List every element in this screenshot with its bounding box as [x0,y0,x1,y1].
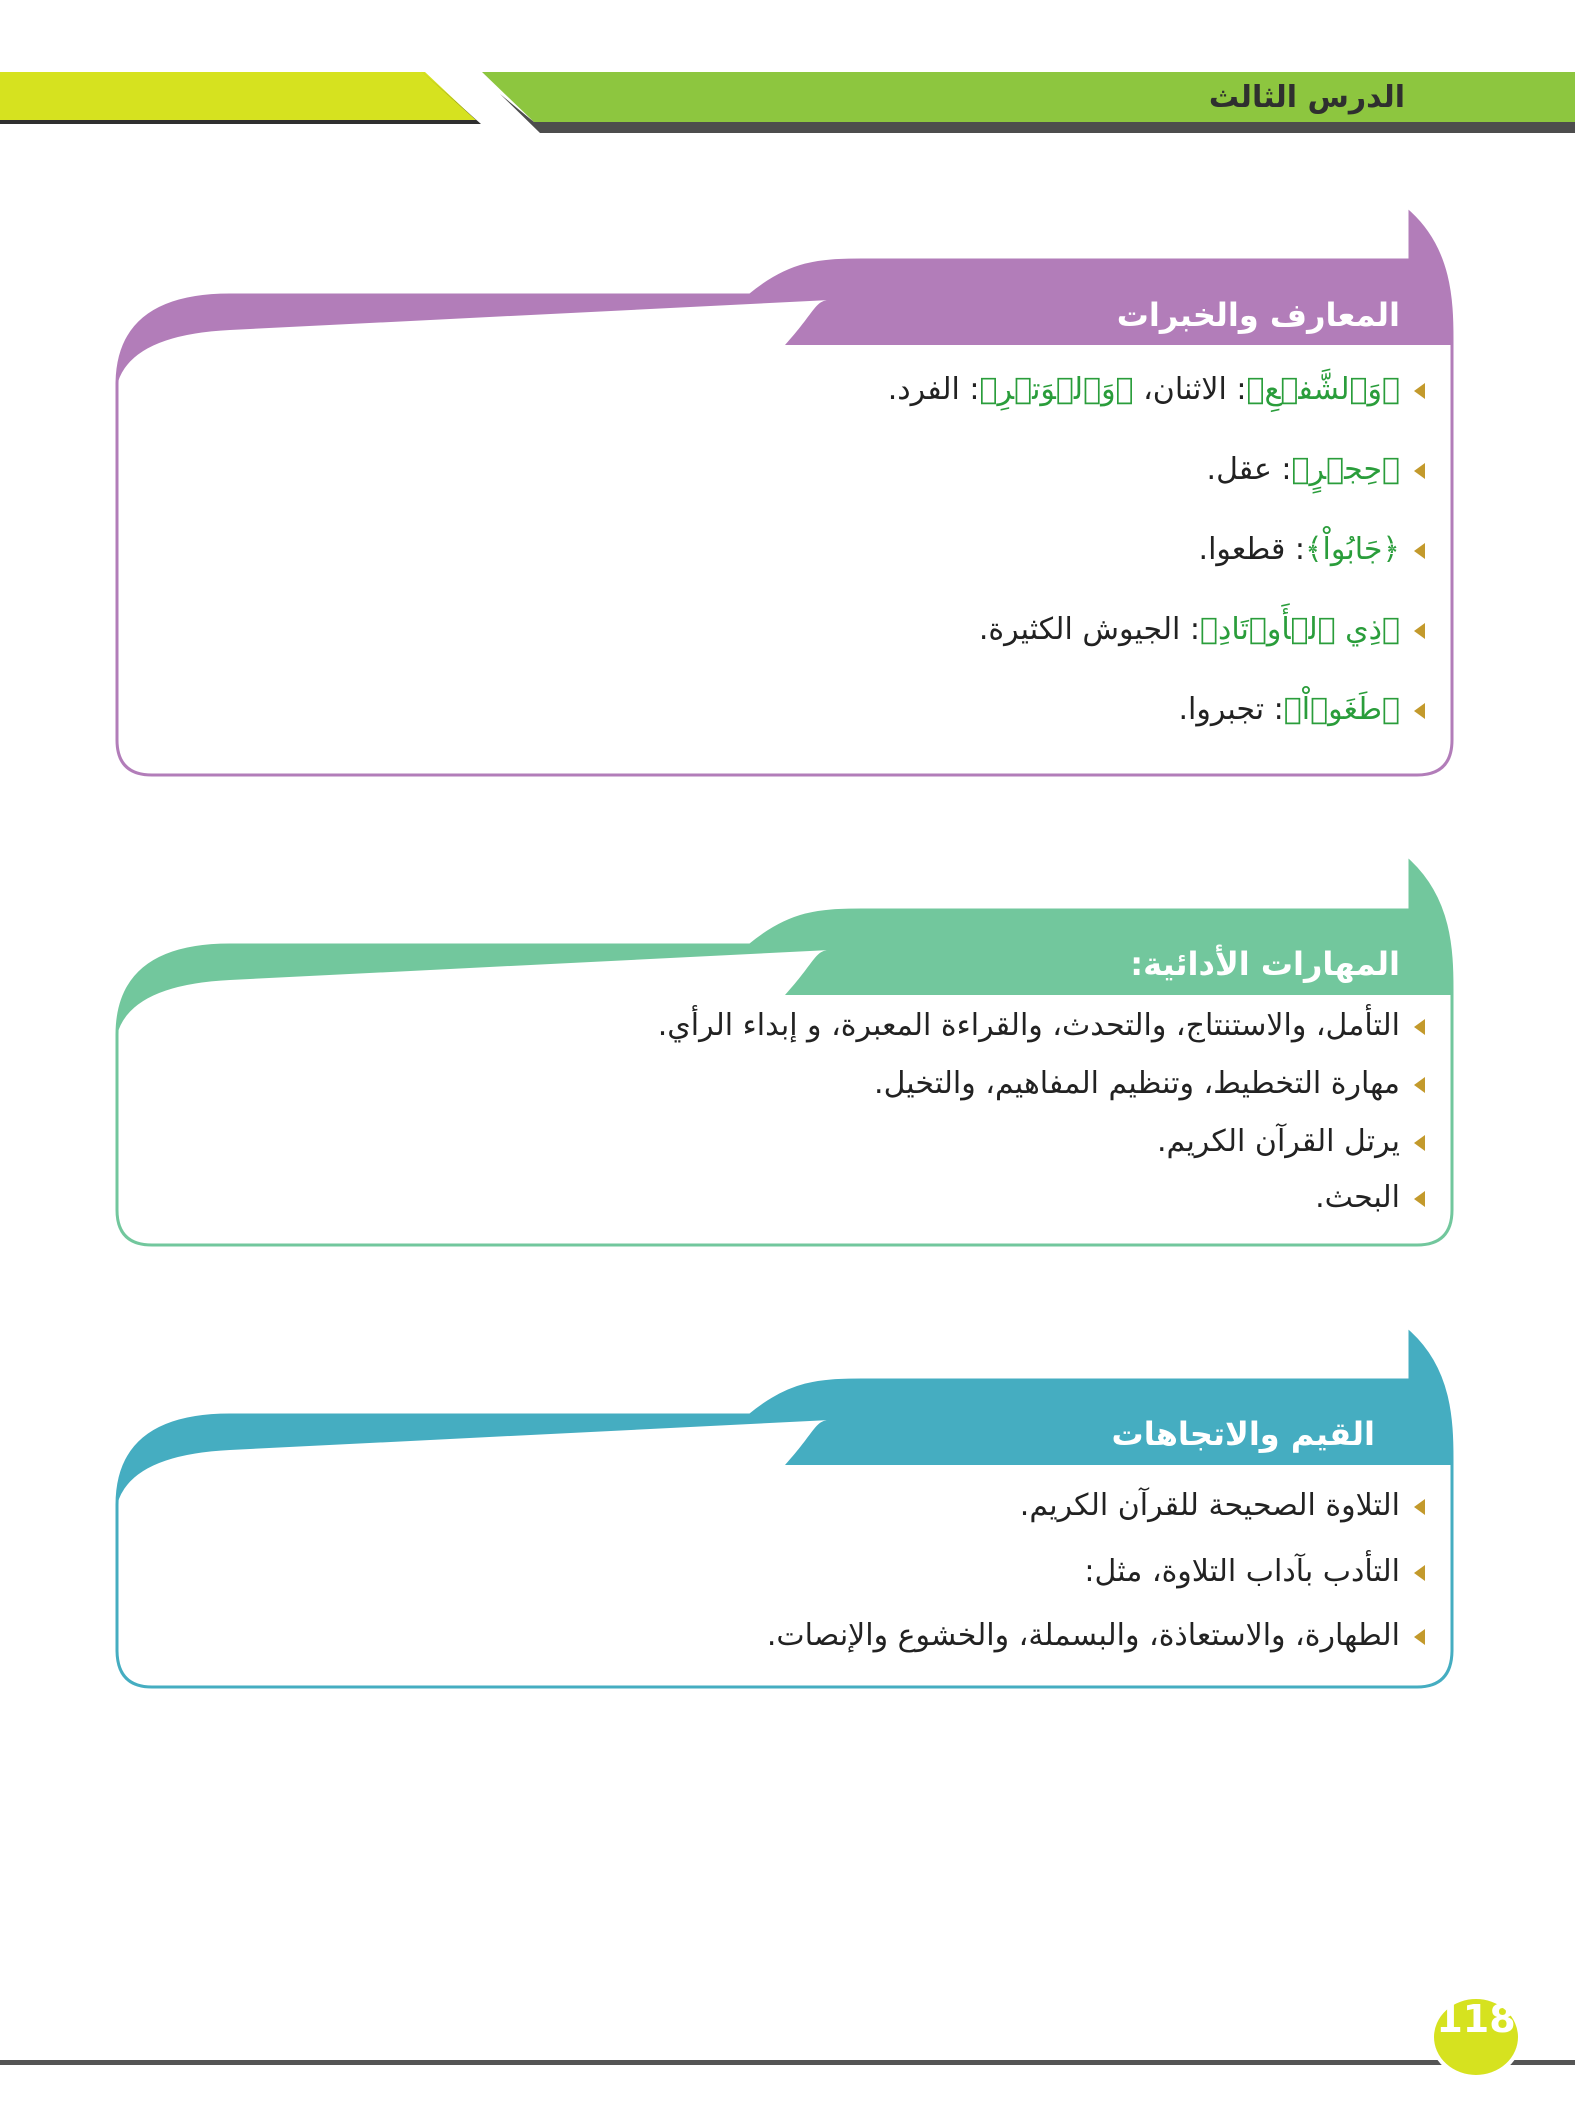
header-lime-bar [0,72,476,120]
list-item [888,364,1425,416]
bullet-icon [1414,1499,1425,1515]
bullet-icon [1414,1019,1425,1035]
list-item-text: يرتل القرآن الكريم. [1156,1124,1400,1159]
list-item [658,1000,1425,1052]
list-item [1084,1546,1425,1598]
list-item-text: البحث. [1315,1180,1400,1215]
list-item-text: مهارة التخطيط، وتنظيم المفاهيم، والتخيل. [874,1066,1400,1101]
list-item-text: التأدب بآداب التلاوة، مثل: [1084,1554,1400,1589]
bullet-icon [1414,543,1425,559]
quran-word: ﴿ذِي ٱلۡأَوۡتَادِ﴾ [1199,612,1400,647]
header-green-bar [482,72,1575,122]
lesson-title: الدرس الثالث [1208,80,1405,115]
definition: : الفرد. [887,372,980,407]
quran-word: ﴿وَٱلۡوَتۡرِ﴾ [979,372,1134,407]
bullet-icon [1414,703,1425,719]
definition: : الاثنان، [1133,372,1247,407]
bullet-icon [1414,463,1425,479]
quran-word: ﴿حِجۡرٍ﴾ [1291,452,1400,487]
list-item [1178,684,1425,736]
definition: : تجبروا. [1178,692,1284,727]
bullet-icon [1414,1565,1425,1581]
quran-word: ﴿طَغَوۡاْ﴾ [1283,692,1400,727]
quran-word: ﴿جَابُواْ﴾ [1304,532,1400,567]
definition: : عقل. [1206,452,1292,487]
list-item-text: الطهارة، والاستعاذة، والبسملة، والخشوع والإنصات. [766,1618,1400,1653]
list-item-text: التلاوة الصحيحة للقرآن الكريم. [1019,1488,1400,1523]
list-item [979,604,1425,656]
definition: : قطعوا. [1198,532,1305,567]
bullet-icon [1414,383,1425,399]
page-number: 118 [1436,1997,1516,2041]
bullet-icon [1414,623,1425,639]
bullet-icon [1414,1077,1425,1093]
bullet-icon [1414,1191,1425,1207]
section-1-title: المعارف والخبرات [1116,296,1400,334]
list-item [874,1058,1425,1110]
list-item [1207,444,1425,496]
definition: : الجيوش الكثيرة. [978,612,1200,647]
bullet-icon [1414,1135,1425,1151]
footer-line [0,2060,1575,2065]
list-item [1157,1116,1425,1168]
section-3-title: القيم والاتجاهات [1111,1415,1375,1453]
section-2-frame [117,862,1452,1245]
list-item [1199,524,1425,576]
quran-word: ﴿وَٱلشَّفۡعِ﴾ [1246,372,1400,407]
list-item [1020,1480,1425,1532]
list-item-text: التأمل، والاستنتاج، والتحدث، والقراءة المعبرة، و إبداء الرأي. [657,1008,1400,1043]
list-item [767,1610,1425,1662]
list-item [1315,1172,1425,1224]
bullet-icon [1414,1629,1425,1645]
section-2-title: المهارات الأدائية: [1130,945,1400,983]
